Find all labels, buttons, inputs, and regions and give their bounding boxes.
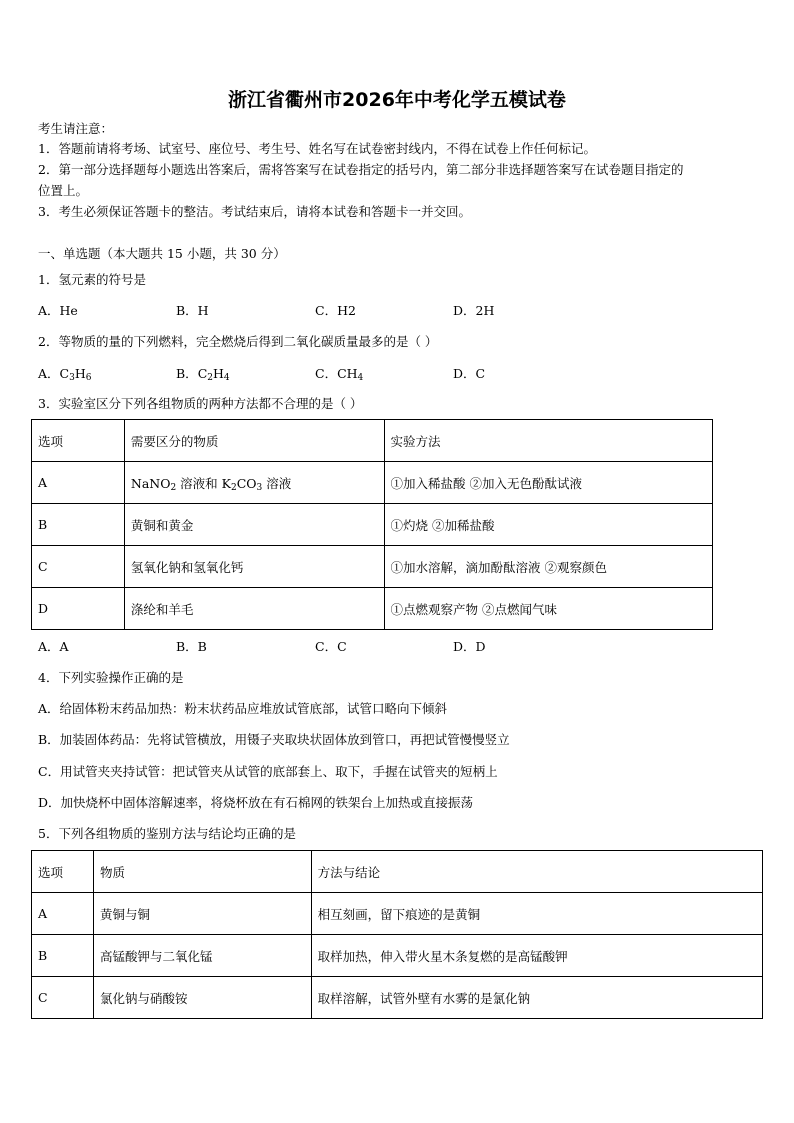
table-cell: 取样加热，伸入带火星木条复燃的是高锰酸钾 — [311, 935, 762, 977]
table-cell: 相互刻画，留下痕迹的是黄铜 — [311, 893, 762, 935]
q1-option-c: C．H2 — [315, 303, 356, 318]
table-row — [32, 893, 763, 935]
q2-option-a: A．$C_3H_6$ — [38, 366, 92, 383]
q1-option-a: A．He — [38, 303, 78, 318]
table-row — [32, 977, 763, 1019]
question-3-stem: 3．实验室区分下列各组物质的两种方法都不合理的是（ ） — [38, 396, 363, 411]
q4-option-c: C．用试管夹夹持试管：把试管夹从试管的底部套上、取下，手握在试管夹的短柄上 — [38, 764, 498, 779]
q3-option-a: A．A — [38, 639, 69, 654]
q3-option-b: B．B — [176, 639, 207, 654]
q4-option-b: B．加装固体药品：先将试管横放，用镊子夹取块状固体放到管口，再把试管慢慢竖立 — [38, 732, 510, 747]
table-cell: C — [32, 977, 94, 1019]
table-cell: ①灼烧 ②加稀盐酸 — [384, 504, 713, 546]
page-title: 浙江省衢州市2026年中考化学五模试卷 — [228, 89, 566, 111]
table-header-cell: 需要区分的物质 — [124, 420, 384, 462]
table-cell: ①加水溶解，滴加酚酞溶液 ②观察颜色 — [384, 546, 713, 588]
q2-option-d: D．C — [453, 366, 486, 381]
table-cell: D — [32, 588, 125, 630]
q3-option-d: D．D — [453, 639, 486, 654]
q5-table — [31, 850, 763, 1019]
question-1-stem: 1．氢元素的符号是 — [38, 272, 146, 287]
table-row — [32, 546, 713, 588]
notice-item-1: 1．答题前请将考场、试室号、座位号、考生号、姓名写在试卷密封线内，不得在试卷上作任何标记。 — [38, 141, 596, 156]
table-cell: NaNO$_2$ 溶液和 $K_2CO_3$ 溶液 — [124, 462, 384, 504]
q4-option-a: A．给固体粉末药品加热：粉末状药品应堆放试管底部，试管口略向下倾斜 — [38, 701, 448, 716]
table-cell: ①点燃观察产物 ②点燃闻气味 — [384, 588, 713, 630]
table-cell: 氢氧化钠和氢氧化钙 — [124, 546, 384, 588]
table-cell: 黄铜与铜 — [93, 893, 311, 935]
table-cell: B — [32, 935, 94, 977]
table-header-cell: 选项 — [32, 420, 125, 462]
q3-option-c: C．C — [315, 639, 347, 654]
q3-table — [31, 419, 713, 630]
table-header-cell: 选项 — [32, 851, 94, 893]
table-cell: A — [32, 893, 94, 935]
notice-item-2-cont: 位置上。 — [38, 183, 89, 198]
q2-option-b: B．$C_2H_4$ — [176, 366, 230, 383]
table-cell: 氯化钠与硝酸铵 — [93, 977, 311, 1019]
notice-heading: 考生请注意： — [38, 121, 114, 136]
table-cell: 高锰酸钾与二氧化锰 — [93, 935, 311, 977]
table-header-cell: 物质 — [93, 851, 311, 893]
table-cell: 取样溶解，试管外壁有水雾的是氯化钠 — [311, 977, 762, 1019]
notice-item-2: 2．第一部分选择题每小题选出答案后，需将答案写在试卷指定的括号内，第二部分非选择题答案写在试卷题目指定的 — [38, 162, 684, 177]
table-header-row — [32, 420, 713, 462]
table-header-cell: 实验方法 — [384, 420, 713, 462]
table-cell: C — [32, 546, 125, 588]
q1-option-b: B．H — [176, 303, 209, 318]
question-5-stem: 5．下列各组物质的鉴别方法与结论均正确的是 — [38, 826, 296, 841]
question-4-stem: 4．下列实验操作正确的是 — [38, 670, 184, 685]
table-cell: B — [32, 504, 125, 546]
section-heading: 一、单选题（本大题共 15 小题，共 30 分） — [38, 246, 286, 261]
table-cell: A — [32, 462, 125, 504]
table-header-cell: 方法与结论 — [311, 851, 762, 893]
table-row — [32, 588, 713, 630]
table-row — [32, 935, 763, 977]
q4-option-d: D．加快烧杯中固体溶解速率，将烧杯放在有石棉网的铁架台上加热或直接振荡 — [38, 795, 474, 810]
notice-item-3: 3．考生必须保证答题卡的整洁。考试结束后，请将本试卷和答题卡一并交回。 — [38, 204, 471, 219]
table-row — [32, 462, 713, 504]
table-cell: 涤纶和羊毛 — [124, 588, 384, 630]
table-row — [32, 504, 713, 546]
table-cell: ①加入稀盐酸 ②加入无色酚酞试液 — [384, 462, 713, 504]
q2-option-c: C．$CH_4$ — [315, 366, 364, 383]
table-header-row — [32, 851, 763, 893]
question-2-stem: 2．等物质的量的下列燃料，完全燃烧后得到二氧化碳质量最多的是（ ） — [38, 334, 438, 349]
q1-option-d: D．2H — [453, 303, 495, 318]
table-cell: 黄铜和黄金 — [124, 504, 384, 546]
